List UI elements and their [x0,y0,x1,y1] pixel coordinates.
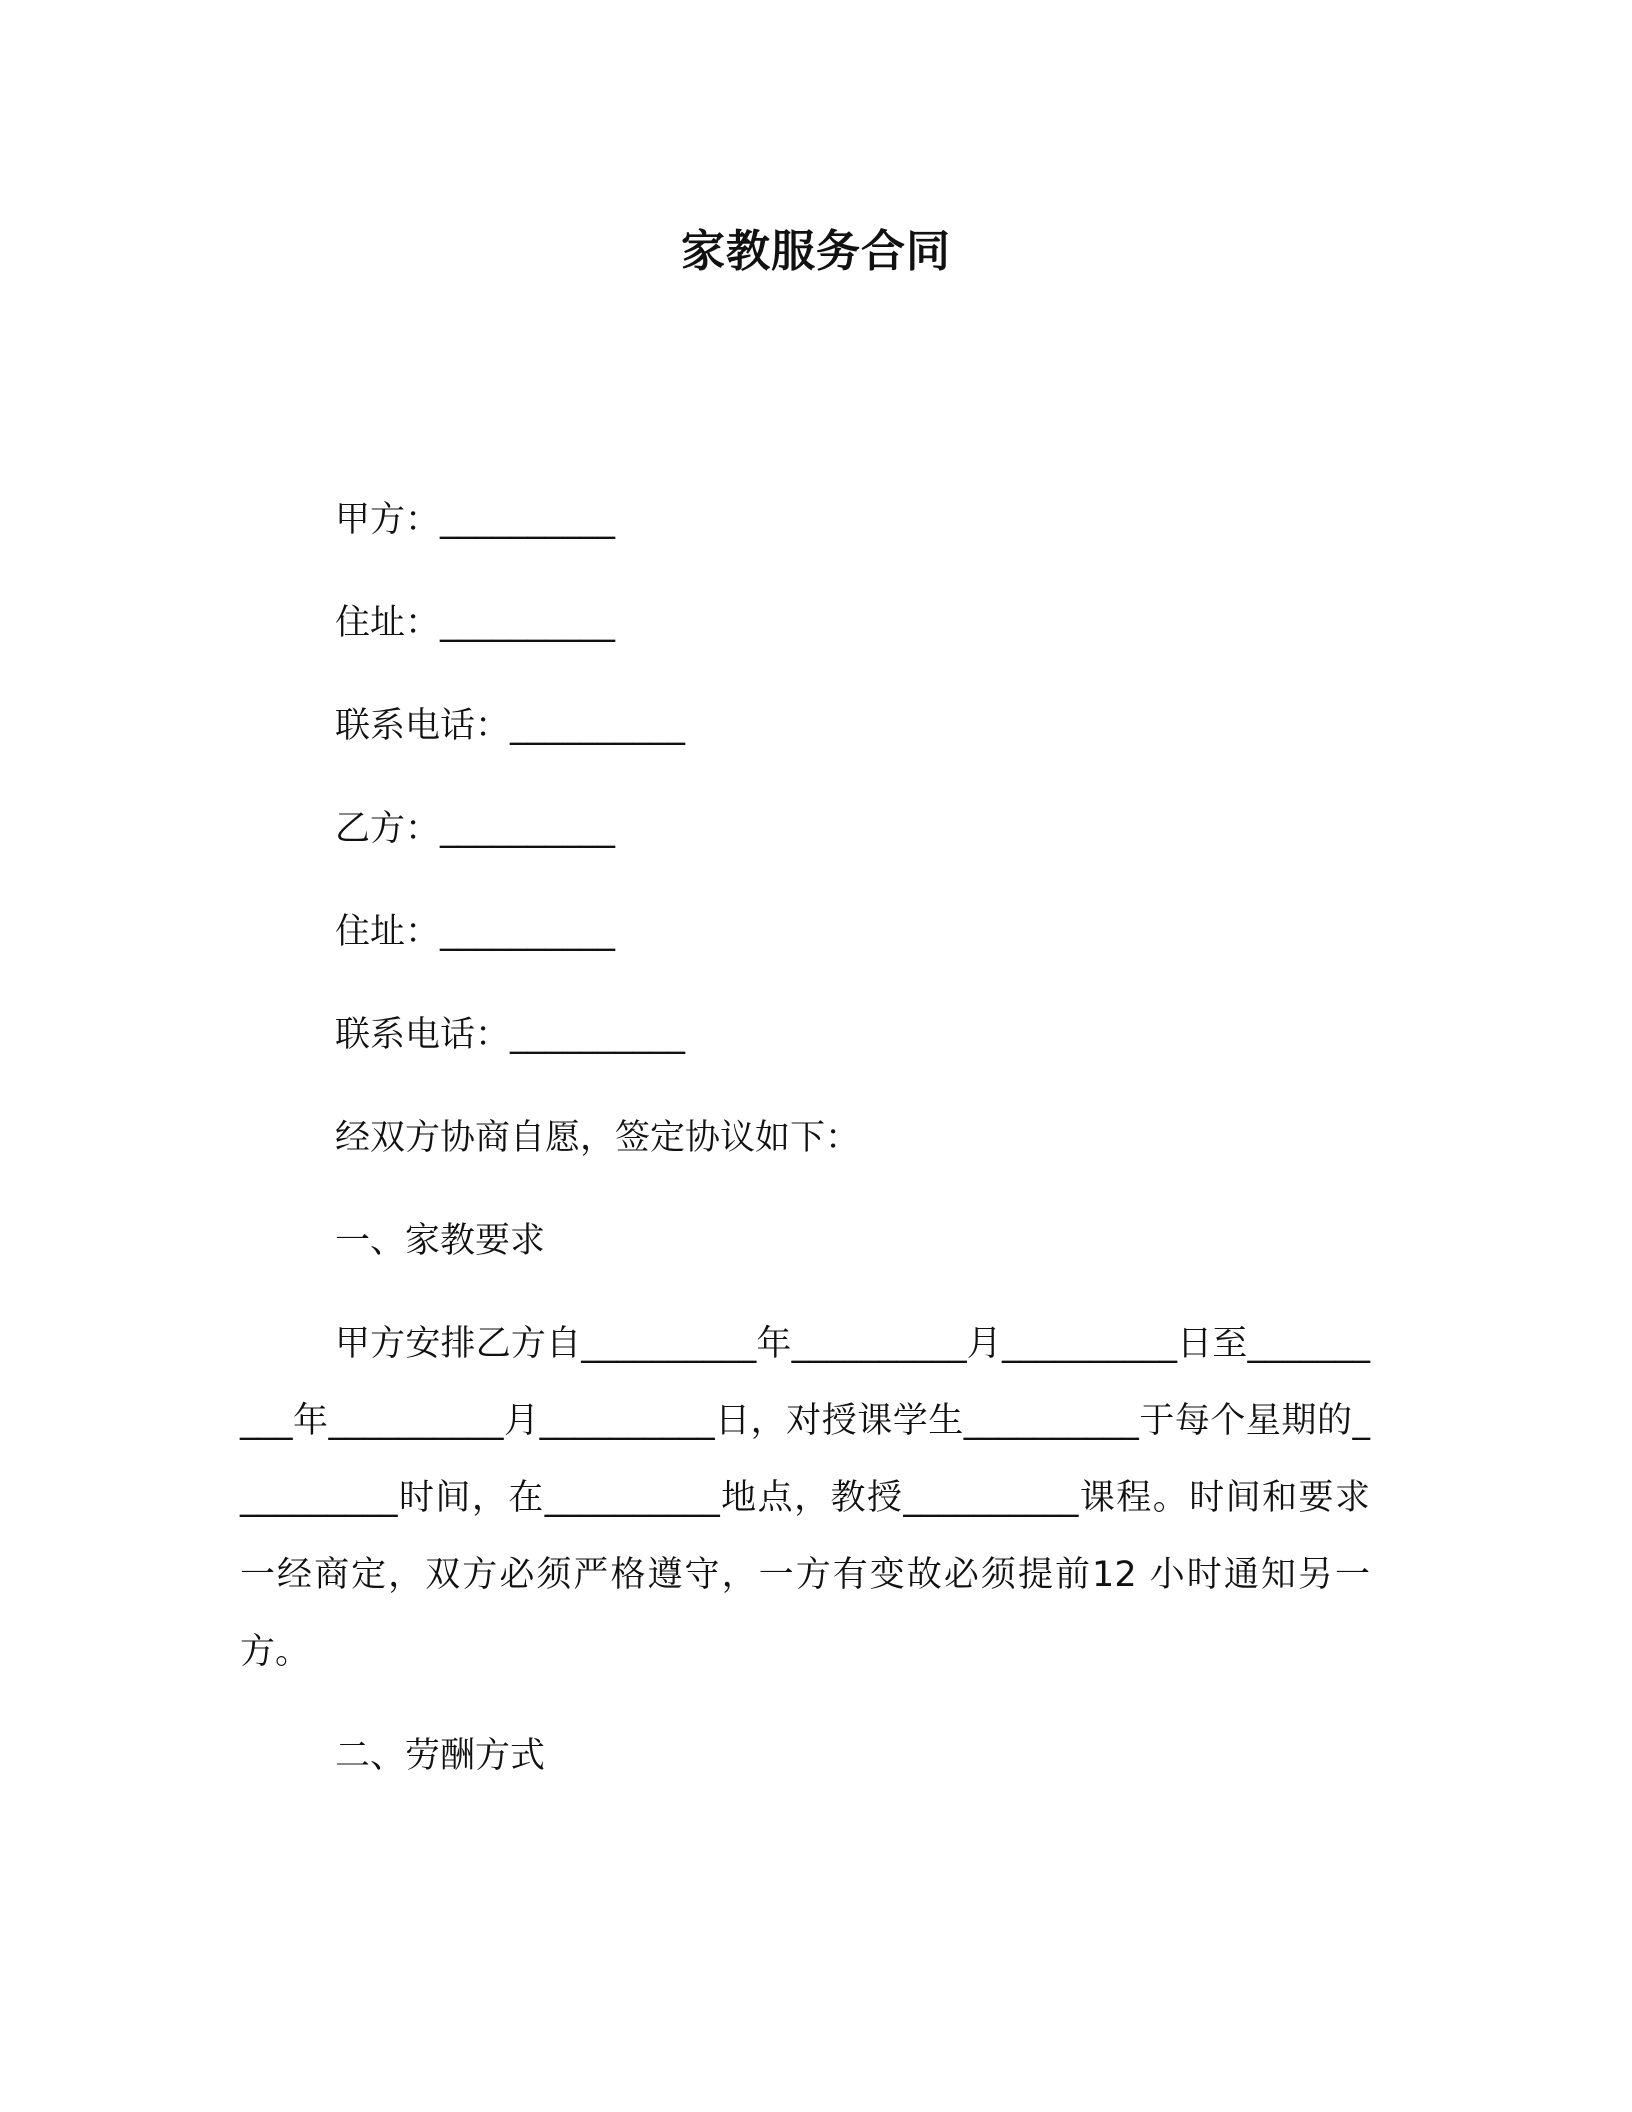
party-a-name-line: 甲方：__________ [335,500,616,540]
party-b-name-line: 乙方：__________ [335,809,616,849]
party-a-address-line: 住址：__________ [335,603,616,643]
party-b-address-line: 住址：__________ [335,912,616,952]
document-title: 家教服务合同 [681,226,951,277]
party-b-phone-line: 联系电话：__________ [335,1015,686,1055]
section-body-teaching-requirements: 甲方安排乙方自__________年__________月__________日至__________年__________月__________日，对授课学生__________于每个星期的__________时间，在__________地点，教授__________课程。时间和要求一经商定，双方必须严格遵守，一方有变故必须提前12 小时通知另一方。 [240,1324,1370,1672]
agreement-intro: 经双方协商自愿，签定协议如下： [335,1118,861,1158]
section-heading-teaching-requirements: 一、家教要求 [335,1221,546,1261]
section-heading-payment-method: 二、劳酬方式 [335,1736,546,1776]
party-a-phone-line: 联系电话：__________ [335,706,686,746]
